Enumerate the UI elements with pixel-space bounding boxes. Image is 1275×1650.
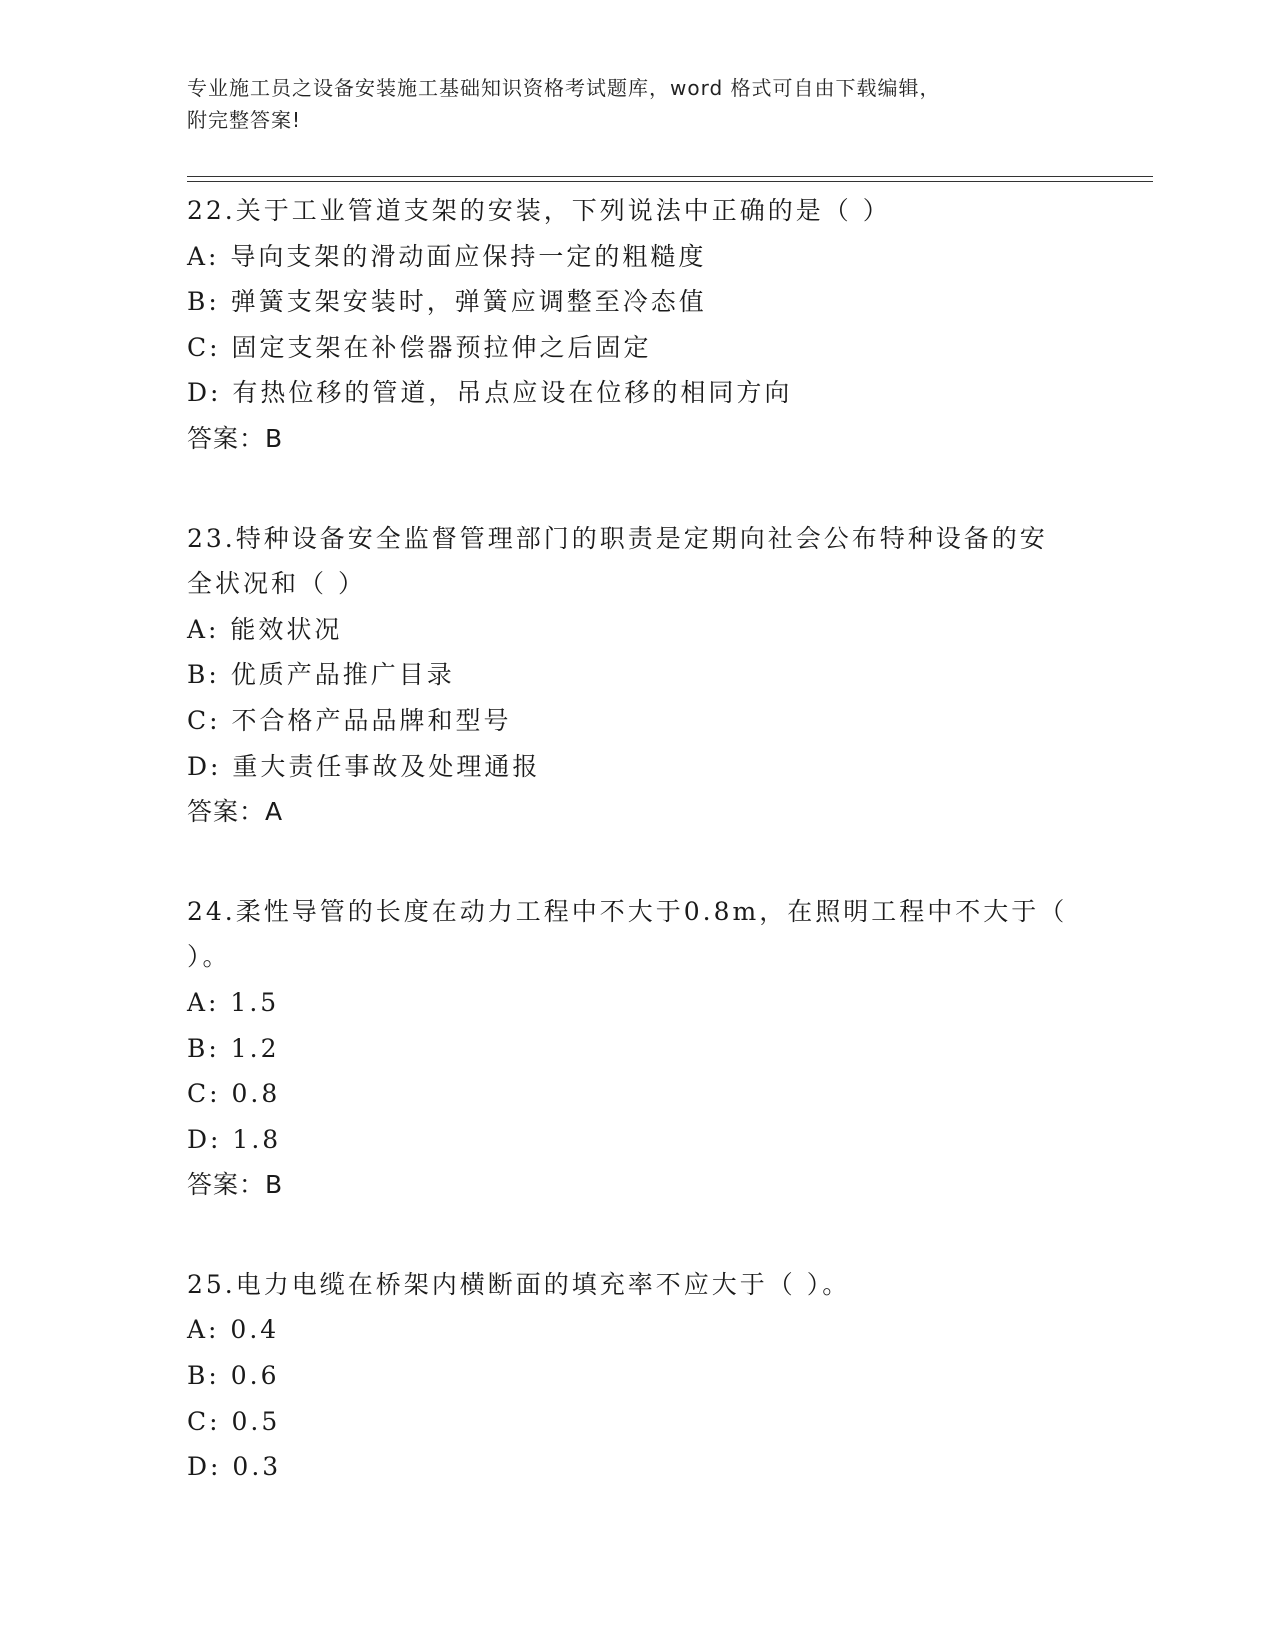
answer-option: C: 不合格产品品牌和型号	[187, 705, 512, 735]
question-stem: ）。	[187, 942, 231, 972]
answer-option: C: 固定支架在补偿器预拉伸之后固定	[187, 332, 652, 362]
question-block	[187, 1262, 1087, 1490]
answer-option: D: 重大责任事故及处理通报	[187, 751, 541, 781]
answer-option: A: 1.5	[187, 987, 280, 1017]
answer-option: B: 1.2	[187, 1033, 280, 1063]
question-stem: 23.特种设备安全监督管理部门的职责是定期向社会公布特种设备的安	[187, 523, 1048, 553]
question-stem: 24.柔性导管的长度在动力工程中不大于0.8m，在照明工程中不大于（	[187, 896, 1068, 926]
question-block	[187, 188, 1087, 462]
answer-option: A: 0.4	[187, 1315, 280, 1345]
question-stem: 全状况和（ ）	[187, 569, 366, 599]
question-stem: 25.电力电缆在桥架内横断面的填充率不应大于（ ）。	[187, 1269, 851, 1299]
header-divider-top	[187, 176, 1153, 177]
question-block	[187, 889, 1087, 1208]
answer-option: D: 有热位移的管道，吊点应设在位移的相同方向	[187, 378, 793, 408]
answer-option: B: 弹簧支架安装时，弹簧应调整至冷态值	[187, 287, 707, 317]
answer-option: D: 1.8	[187, 1124, 282, 1154]
question-block	[187, 516, 1087, 835]
answer-key: 答案：A	[187, 797, 284, 827]
header-divider-bottom	[187, 181, 1153, 182]
question-stem: 22.关于工业管道支架的安装，下列说法中正确的是（ ）	[187, 196, 891, 225]
question-list	[187, 188, 1087, 1544]
answer-option: B: 0.6	[187, 1361, 280, 1391]
answer-option: B: 优质产品推广目录	[187, 660, 455, 690]
answer-option: C: 0.5	[187, 1406, 281, 1436]
answer-key: 答案：B	[187, 1170, 284, 1200]
document-header	[187, 72, 1087, 136]
answer-key: 答案：B	[187, 423, 284, 453]
answer-option: D: 0.3	[187, 1452, 282, 1482]
header-line-1: 专业施工员之设备安装施工基础知识资格考试题库，word 格式可自由下载编辑，	[187, 76, 941, 100]
answer-option: C: 0.8	[187, 1079, 281, 1109]
header-line-2: 附完整答案!	[187, 108, 302, 132]
answer-option: A: 导向支架的滑动面应保持一定的粗糙度	[187, 241, 707, 271]
answer-option: A: 能效状况	[187, 614, 343, 644]
